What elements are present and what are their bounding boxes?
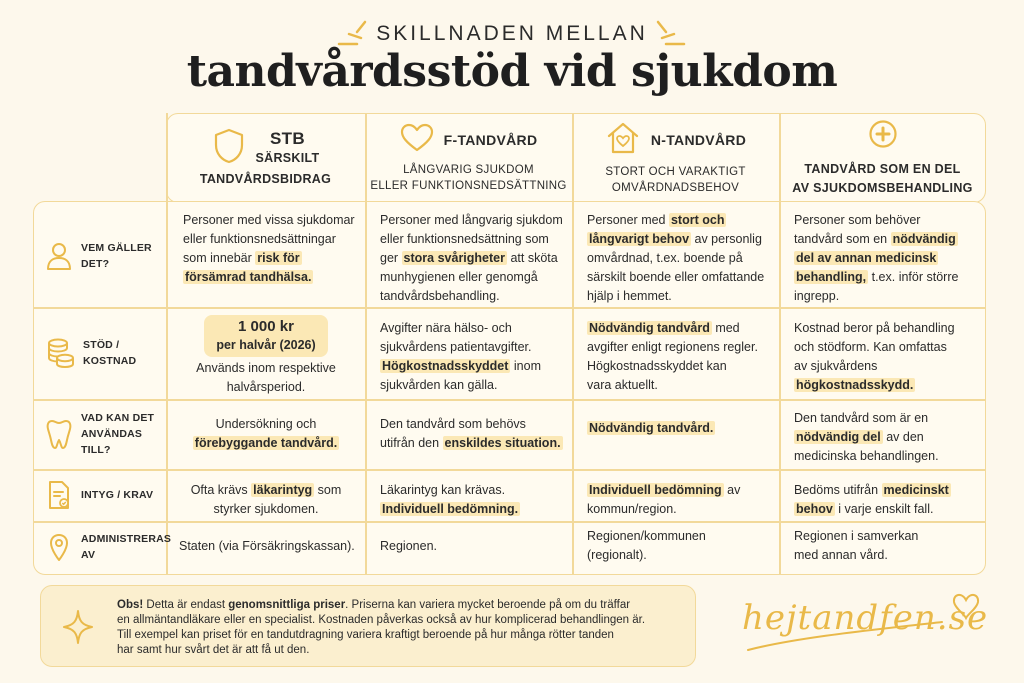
row-label-anvandning xyxy=(45,409,163,459)
price-note-text: Obs! Detta är endast genomsnittliga priser. Priserna kan variera mycket beroende på om du träffar en allmäntandläkare eller en specialist. Kostnaden påverkas också av hur komplicerad behandlingen är. Till exempel kan priset för en tandutdragning variera kraftigt beroende på hur många rötter tanden har samt hur svårt det är att få ut den. xyxy=(117,599,646,656)
cell-anvandning-sjukdomsbehandling: Den tandvård som är en nödvändig del av den medicinska behandlingen. xyxy=(794,411,939,463)
sparkle-icon xyxy=(61,608,95,651)
page-subtitle: SKILLNADEN MELLAN xyxy=(376,22,648,45)
column-header-n-tandvard xyxy=(572,113,779,203)
document-icon xyxy=(45,480,73,510)
row-label-intyg xyxy=(45,477,163,513)
tooth-icon xyxy=(45,418,73,450)
column-desc-line-1: LÅNGVARIG SJUKDOM xyxy=(403,163,534,176)
column-header-sjukdomsbehandling xyxy=(779,113,986,203)
location-pin-icon xyxy=(45,532,73,562)
cell-anvandning-stb: Undersökning och förebyggande tandvård. xyxy=(194,417,338,450)
logo-swash-icon xyxy=(742,588,982,668)
column-desc-line-1: SÄRSKILT xyxy=(255,151,320,165)
plus-circle-icon xyxy=(868,119,898,154)
column-desc-line-2: ELLER FUNKTIONSNEDSÄTTNING xyxy=(370,179,567,192)
cell-stod-sjukdomsbehandling: Kostnad beror på behandling och stödform. Kan omfattas av sjukvårdens högkostnadsskydd. xyxy=(794,321,955,392)
cell-admin-f-tandvard: Regionen. xyxy=(380,539,437,553)
column-desc-line-2: TANDVÅRDSBIDRAG xyxy=(199,172,332,186)
cell-vem-sjukdomsbehandling: Personer som behöver tandvård som en nödvändig del av annan medicinsk behandling, t.ex. inför större ingrepp. xyxy=(794,213,959,303)
row-label-administreras xyxy=(45,527,172,567)
cell-stod-stb: 1 000 kr per halvår (2026) Används inom respektive halvårsperiod. xyxy=(173,315,359,397)
price-note-box xyxy=(40,585,696,667)
row-label-line: ANVÄNDAS TILL? xyxy=(81,428,143,456)
cell-intyg-f-tandvard: Läkarintyg kan krävas. Individuell bedömning. xyxy=(380,483,519,516)
brand-logo: hejtandfen.se xyxy=(742,588,982,668)
column-desc-line-2: AV SJUKDOMSBEHANDLING xyxy=(792,180,973,195)
row-label-line: VEM GÄLLER xyxy=(81,242,152,254)
cell-intyg-sjukdomsbehandling: Bedöms utifrån medicinskt behov i varje enskilt fall. xyxy=(794,483,949,516)
cell-admin-n-tandvard: Regionen/kommunen (regionalt). xyxy=(587,529,706,562)
row-label-vem xyxy=(45,221,163,291)
cell-admin-sjukdomsbehandling: Regionen i samverkan med annan vård. xyxy=(794,529,919,562)
comparison-table xyxy=(33,113,986,575)
column-header-stb xyxy=(166,113,365,203)
cell-admin-stb: Staten (via Försäkringskassan). xyxy=(179,539,355,553)
column-desc-line-2: OMVÅRDNADSBEHOV xyxy=(611,181,740,194)
cell-vem-n-tandvard: Personer med stort och långvarigt behov av personlig omvårdnad, t.ex. boende på särskilt boende eller omfattande hjälp i hemmet. xyxy=(587,213,765,303)
cell-vem-f-tandvard: Personer med långvarig sjukdom eller funktionsnedsättning som ger stora svårigheter att sköta munhygienen eller genomgå tandvårdsbehandling. xyxy=(380,213,563,303)
cell-anvandning-f-tandvard: Den tandvård som behövs utifrån den enskildes situation. xyxy=(380,417,561,450)
cell-stod-n-tandvard: Nödvändig tandvård med avgifter enligt regionens regler. Högkostnadsskyddet kan vara aktuellt. xyxy=(587,321,758,392)
column-header-f-tandvard xyxy=(365,113,572,203)
house-heart-icon xyxy=(605,121,641,160)
cell-anvandning-n-tandvard: Nödvändig tandvård. xyxy=(589,421,714,435)
shield-icon xyxy=(212,127,246,170)
row-label-line: KOSTNAD xyxy=(83,355,137,367)
row-label-line: STÖD / xyxy=(83,339,120,351)
heart-icon xyxy=(400,123,434,158)
row-label-line: INTYG / KRAV xyxy=(81,489,154,501)
cell-vem-stb: Personer med vissa sjukdomar eller funktionsnedsättningar som innebär risk för försämrad tandhälsa. xyxy=(183,213,355,284)
column-desc-line-1: TANDVÅRD SOM EN DEL xyxy=(804,161,961,176)
column-name: F-TANDVÅRD xyxy=(443,132,538,148)
column-name: STB xyxy=(270,129,305,148)
row-label-line: VAD KAN DET xyxy=(81,412,155,424)
page-title: tandvårdsstöd vid sjukdom xyxy=(186,46,838,97)
coins-icon xyxy=(45,337,75,369)
row-label-line: DET? xyxy=(81,258,110,270)
row-label-stod xyxy=(45,323,163,383)
amount-badge: 1 000 kr per halvår (2026) xyxy=(204,315,327,357)
column-name: N-TANDVÅRD xyxy=(650,132,747,148)
cell-stod-f-tandvard: Avgifter nära hälso- och sjukvårdens patientavgifter. Högkostnadsskyddet inom sjukvården kan gälla. xyxy=(380,321,541,392)
cell-intyg-n-tandvard: Individuell bedömning av kommun/region. xyxy=(587,483,741,516)
row-label-line: ADMINISTRERAS AV xyxy=(81,533,172,561)
person-icon xyxy=(45,241,73,271)
column-desc-line-1: STORT OCH VARAKTIGT xyxy=(605,165,746,178)
cell-intyg-stb: Ofta krävs läkarintyg som styrker sjukdomen. xyxy=(190,483,342,516)
